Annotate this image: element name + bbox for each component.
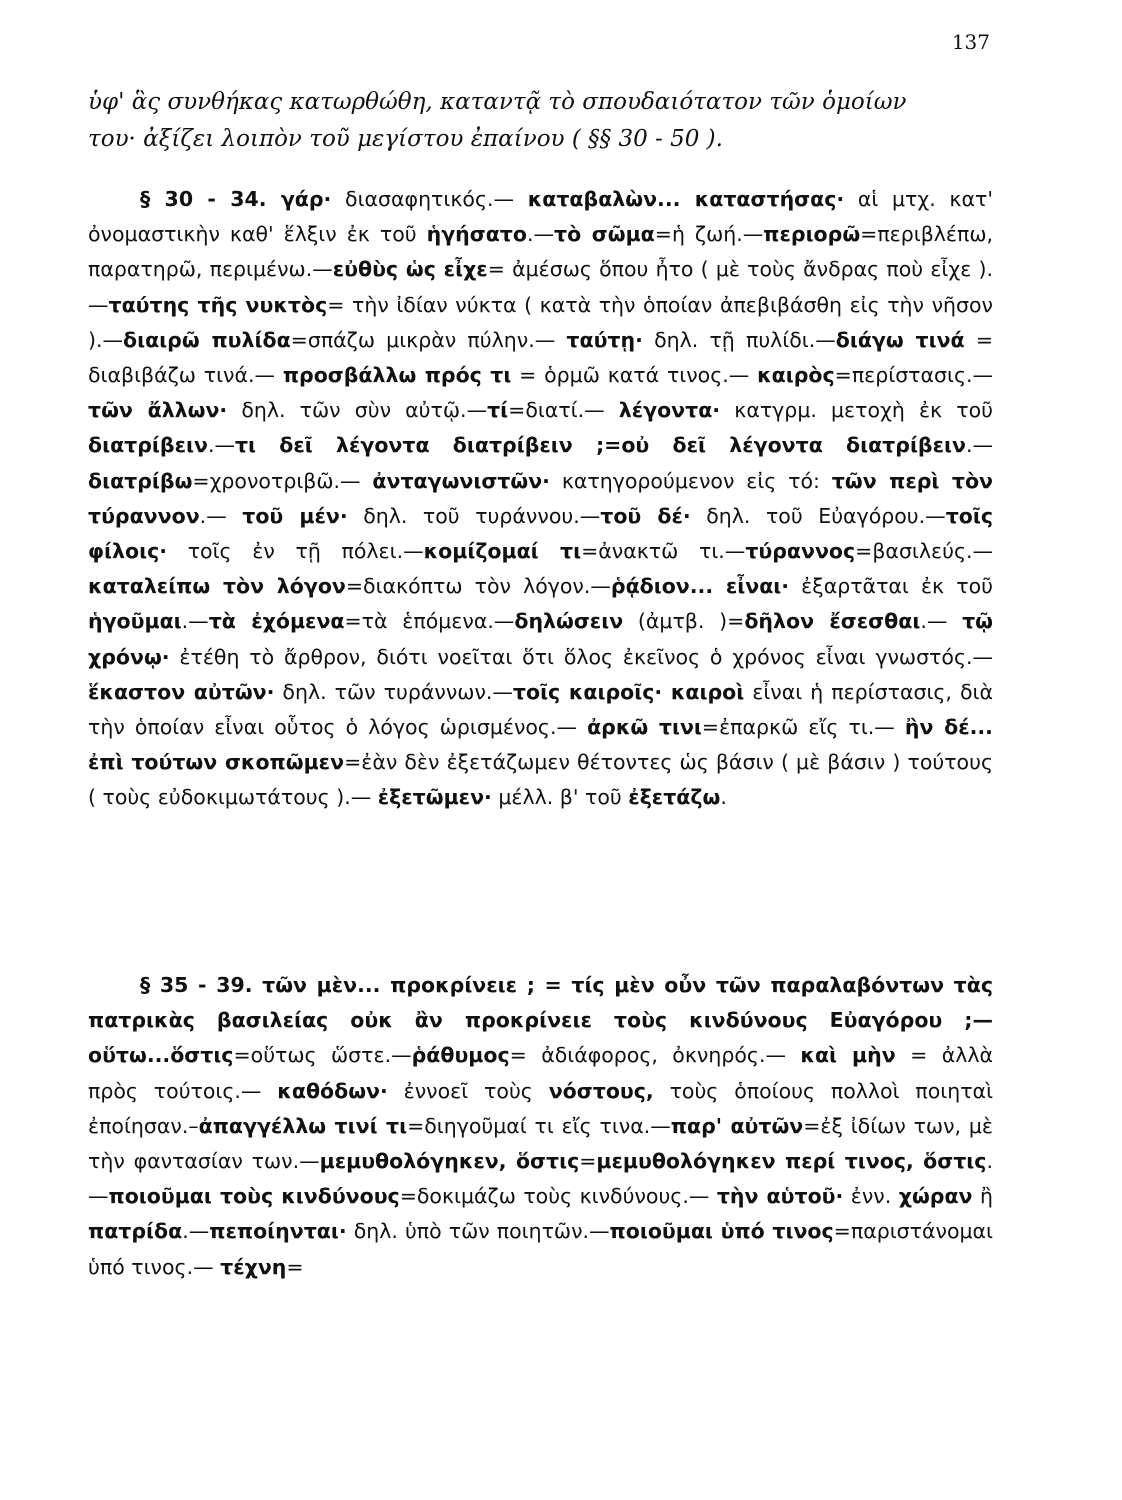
lemma: καταλείπω τὸν λόγον [88, 574, 346, 599]
lemma: τὴν αὑτοῦ· [716, 1184, 844, 1209]
lemma: καθόδων· [277, 1078, 388, 1103]
lemma: καταβαλὼν... καταστήσας· [527, 187, 845, 211]
lemma: παρ' αὐτῶν [670, 1113, 804, 1138]
gloss-text: =χρονοτριβῶ.— [192, 468, 373, 493]
lemma: τοῦ δέ· [600, 503, 691, 528]
gloss-text: δηλ. τῶν σὺν αὐτῷ.— [227, 398, 488, 423]
gloss-text: κατγρμ. μετοχὴ ἐκ τοῦ [720, 398, 993, 423]
lemma: ταύτης τῆς νυκτὸς [108, 292, 328, 317]
lemma: πεποίηνται· [209, 1219, 347, 1244]
gloss-text: =ἐπαρκῶ εἴς τι.— [701, 715, 905, 740]
gloss-text: =τὰ ἑπόμενα.— [344, 609, 515, 634]
lemma: ἐξετάζω [628, 785, 721, 810]
intro-line: ὑφ' ἃς συνθήκας κατωρθώθη, καταντᾷ τὸ σπουδαιότατον τῶν ὁμοίων [88, 89, 907, 115]
gloss-text: ἐτέθη τὸ ἄρθρον, διότι νοεῖται ὅτι ὅλος ἐκεῖνος ὁ χρόνος εἶναι γνωστός.— [169, 644, 993, 669]
lemma: νόστους, [548, 1078, 654, 1103]
gloss-text: =διηγοῦμαί τι εἴς τινα.— [407, 1113, 671, 1138]
gloss-text: =δοκιμάζω τοὺς κινδύνους.— [399, 1184, 717, 1209]
lemma: διαιρῶ πυλίδα [123, 327, 291, 352]
gloss-text: κατηγορούμενον εἰς τό: [549, 468, 832, 493]
gloss-text: =ἡ ζωή.— [654, 222, 764, 247]
lemma: περιορῶ [763, 222, 861, 247]
gloss-text: δηλ. τῇ πυλίδι.— [642, 327, 836, 352]
gloss-text: ἐξαρτᾶται ἐκ τοῦ [789, 574, 993, 599]
gloss-text: .— [207, 433, 235, 458]
gloss-text: αἱ μτχ. κατ' ὀνομαστικὴν καθ' ἕλξιν ἐκ τοῦ [88, 187, 993, 247]
gloss-text: ἐννοεῖ τοὺς [387, 1078, 549, 1103]
lemma: τὰ ἐχόμενα [208, 609, 345, 634]
lemma: μεμυθολόγηκεν, ὅστις [319, 1149, 580, 1174]
lemma: ταύτῃ· [566, 327, 643, 352]
gloss-text: . [720, 785, 727, 810]
gloss-text: =σπάζω μικρὰν πύλην.— [290, 327, 567, 352]
lemma: προσβάλλω πρός τι [282, 363, 512, 388]
section-heading: § 35 - 39. τῶν μὲν... προκρίνειε ; = τίς μὲν οὖν τῶν παραλαβόντων τὰς πατρικὰς βασιλείας οὐκ ἂν προκρίνειε τοὺς κινδύνους Εὐαγόρου ;—οὕτω...ὅστις [88, 973, 993, 1068]
gloss-text: = διαβιβάζω τινά.— [88, 327, 993, 388]
gloss-text: .— [182, 1219, 210, 1244]
lemma: ἡγοῦμαι [88, 609, 182, 634]
gloss-text: =οὕτως ὥστε.— [233, 1043, 412, 1068]
gloss-text: =διακόπτω τὸν λόγον.— [345, 574, 611, 599]
lemma: ἀρκῶ τινι [587, 715, 702, 740]
gloss-text: =περίστασις.— [834, 363, 994, 388]
gloss-text: .— [181, 609, 209, 634]
lemma: ἀνταγωνιστῶν· [372, 468, 550, 493]
lemma: καὶ μὴν [800, 1043, 896, 1068]
gloss-text: .— [199, 503, 243, 528]
lemma: διατρίβειν [88, 433, 208, 458]
lemma: ποιοῦμαι ὑπό τινος [609, 1219, 834, 1244]
gloss-text: .— [965, 433, 993, 458]
lemma: τῶν ἄλλων· [88, 398, 228, 423]
lemma: τοῖς καιροῖς· καιροὶ [512, 679, 745, 704]
lemma: χώραν [898, 1184, 973, 1209]
gloss-text: μέλλ. β' τοῦ [491, 785, 629, 810]
gloss-text: τοῖς ἐν τῇ πόλει.— [167, 539, 424, 564]
gloss-text: =ἐὰν δὲν ἐξετάζωμεν θέτοντες ὡς βάσιν ( μὲ βάσιν ) τούτους ( τοὺς εὐδοκιμωτάτους ).— [88, 750, 993, 810]
page-number: 137 [951, 30, 990, 54]
intro-line: του· ἀξίζει λοιπὸν τοῦ μεγίστου ἐπαίνου ( §§ 30 - 50 ). [88, 126, 723, 152]
lemma: διάγω τινά [835, 327, 965, 352]
lemma: λέγοντα· [618, 398, 721, 423]
lemma: ἀπαγγέλλω τινί τι [198, 1113, 408, 1138]
section-heading: § 30 - 34. γάρ· [140, 187, 332, 211]
gloss-text: =διατί.— [508, 398, 619, 423]
gloss-text: δηλ. τοῦ τυράννου.— [347, 503, 601, 528]
lemma: τῶν περὶ τὸν τύραννον [88, 468, 994, 528]
lemma: διατρίβω [88, 468, 193, 493]
gloss-text: =παριστάνομαι ὑπό τινος.— [88, 1219, 993, 1279]
gloss-text: διασαφητικός.— [331, 187, 528, 211]
gloss-text: = ἀδιάφορος, ὀκνηρός.— [509, 1043, 801, 1068]
gloss-text: = ἀμέσως ὅπου ἦτο ( μὲ τοὺς ἄνδρας ποὺ εἶχε ).— [88, 257, 993, 317]
gloss-text: = ὁρμῶ κατά τινος.— [511, 363, 758, 388]
lemma: τοῖς φίλοις· [88, 503, 993, 564]
lemma: ποιοῦμαι τοὺς κινδύνους [108, 1184, 400, 1209]
gloss-text: = [579, 1149, 597, 1174]
gloss-text: .— [88, 1149, 993, 1209]
lemma: τύραννος [745, 539, 856, 564]
gloss-text: = [286, 1254, 304, 1279]
gloss-text: =βασιλεύς.— [855, 539, 993, 564]
lemma: ἢν δέ... ἐπὶ τούτων σκοπῶμεν [88, 715, 993, 775]
gloss-text: .— [526, 222, 555, 247]
lemma: ῥᾴδιον... εἶναι· [610, 574, 790, 599]
gloss-text: δηλ. τοῦ Εὐαγόρου.— [690, 503, 946, 528]
lemma: τῷ χρόνῳ· [88, 609, 993, 669]
gloss-text: εἶναι ἡ περίστασις, διὰ τὴν ὁποίαν εἶναι οὗτος ὁ λόγος ὡρισμένος.— [88, 679, 993, 740]
intro-text [88, 84, 993, 158]
gloss-text: (ἀμτβ. )= [623, 609, 745, 634]
lemma: δῆλον ἔσεσθαι [744, 609, 921, 634]
paragraph-30-34 [88, 182, 993, 816]
gloss-text: ἢ [972, 1184, 993, 1209]
gloss-text: =περιβλέπω, παρατηρῶ, περιμένω.— [88, 222, 994, 282]
gloss-text: δηλ. ὑπὸ τῶν ποιητῶν.— [346, 1219, 610, 1244]
gloss-text: τοὺς ὁποίους πολλοὶ ποιηταὶ ἐποίησαν.– [88, 1078, 993, 1138]
lemma: δηλώσειν [514, 609, 624, 634]
lemma: εὐθὺς ὡς εἶχε [332, 257, 488, 282]
gloss-text: = ἀλλὰ πρὸς τούτοις.— [88, 1043, 993, 1103]
lemma: ῥάθυμος [411, 1043, 510, 1068]
gloss-text: =ἐξ ἰδίων των, μὲ τὴν φαντασίαν των.— [88, 1113, 993, 1174]
lemma: ἕκαστον αὐτῶν· [88, 679, 275, 704]
lemma: τι δεῖ λέγοντα διατρίβειν ;=οὐ δεῖ λέγοντα διατρίβειν [234, 433, 966, 458]
paragraph-35-39 [88, 968, 993, 1285]
gloss-text: =ἀνακτῶ τι.— [581, 539, 746, 564]
lemma: τέχνη [220, 1254, 287, 1279]
gloss-text: ἐνν. [843, 1184, 899, 1209]
lemma: μεμυθολόγηκεν περί τινος, ὅστις [596, 1149, 987, 1174]
lemma: ἡγήσατο [426, 222, 527, 247]
lemma: τί [487, 398, 509, 423]
gloss-text: δηλ. τῶν τυράννων.— [274, 679, 513, 704]
lemma: καιρὸς [757, 363, 835, 388]
lemma: ἐξετῶμεν· [377, 785, 492, 810]
gloss-text: = τὴν ἰδίαν νύκτα ( κατὰ τὴν ὁποίαν ἀπεβιβάσθη εἰς τὴν νῆσον ).— [88, 292, 993, 352]
gloss-text: .— [920, 609, 963, 634]
lemma: τὸ σῶμα [554, 222, 655, 247]
lemma: τοῦ μέν· [242, 503, 348, 528]
lemma: πατρίδα [88, 1219, 183, 1244]
lemma: κομίζομαί τι [423, 539, 582, 564]
